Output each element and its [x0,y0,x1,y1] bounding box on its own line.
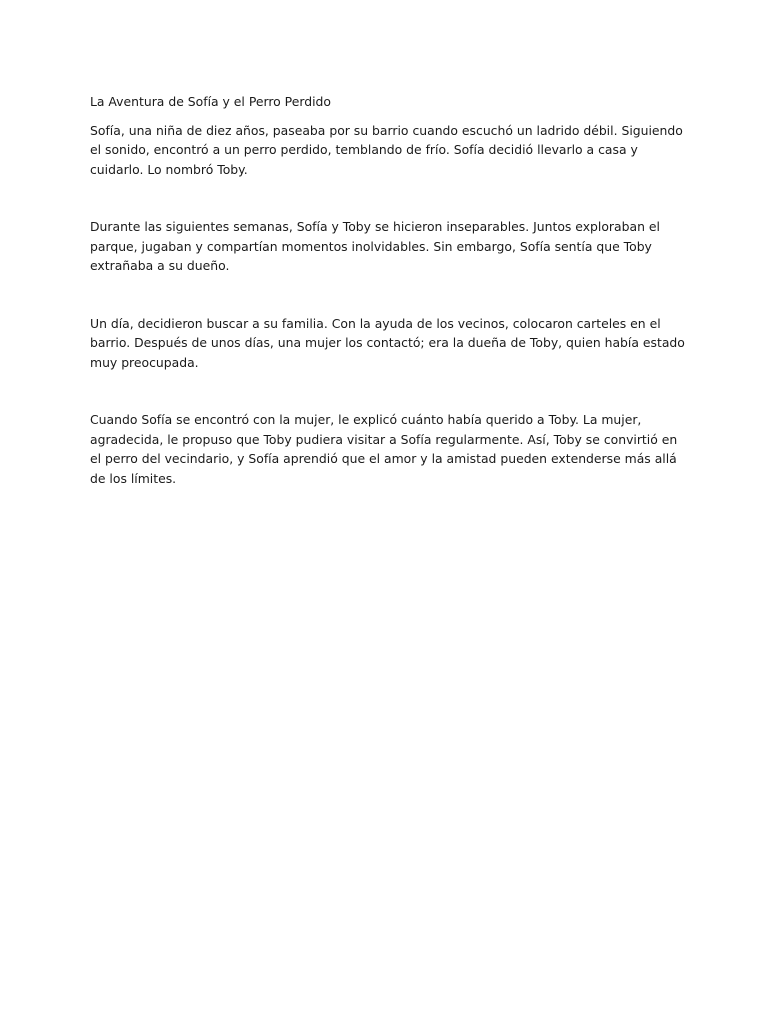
paragraph-2: Durante las siguientes semanas, Sofía y Toby se hicieron inseparables. Juntos exploraban el parque, jugaban y compartían momentos inolvidables. Sin embargo, Sofía sentía que Toby extrañaba a su dueño. [90,219,660,273]
document-title: La Aventura de Sofía y el Perro Perdido [90,94,331,109]
document-body [90,92,690,488]
paragraph-3: Un día, decidieron buscar a su familia. Con la ayuda de los vecinos, colocaron carteles en el barrio. Después de unos días, una mujer los contactó; era la dueña de Toby, quien había estado muy preocupada. [90,315,685,370]
paragraph-1: Sofía, una niña de diez años, paseaba por su barrio cuando escuchó un ladrido débil. Siguiendo el sonido, encontró a un perro perdido, temblando de frío. Sofía decidió llevarlo a casa y cuidarlo. Lo nombró Toby. [90,122,683,177]
paragraph-4: Cuando Sofía se encontró con la mujer, le explicó cuánto había querido a Toby. La mujer, agradecida, le propuso que Toby pudiera visitar a Sofía regularmente. Así, Toby se convirtió en el perro del vecindario, y Sofía aprendió que el amor y la amistad pueden extenderse más allá de los límites. [90,412,678,486]
